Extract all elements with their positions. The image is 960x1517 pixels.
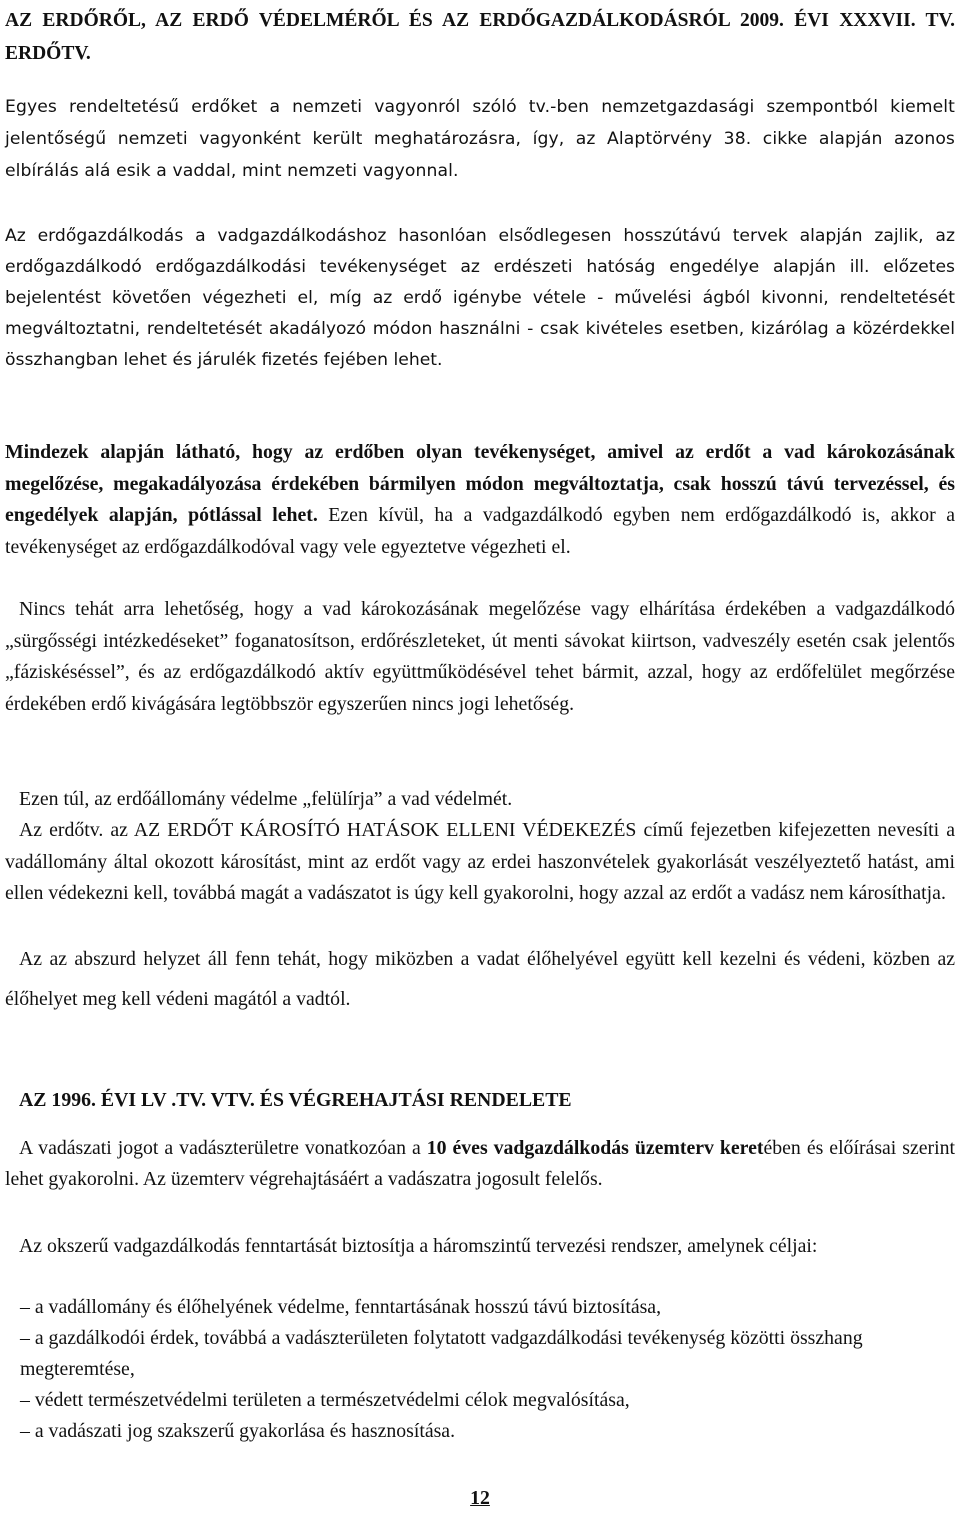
paragraph-6: Az erdőtv. az AZ ERDŐT KÁROSÍTÓ HATÁSOK ELLENI VÉDEKEZÉS című fejezetben kifejezetten nevesíti a vadállomány által okozott károsítást, mint az erdőt vagy az erdei haszonvételek gyakorlását veszélyeztető hatást, ami ellen védekezni kell, továbbá magát a vadászatot is úgy kell gyakorolni, hogy azzal az erdőt a vadász nem károsíthatja. xyxy=(5,819,955,904)
list-item: – a gazdálkodói érdek, továbbá a vadászterületen folytatott vadgazdálkodási tevékenység közötti összhang megteremtése, xyxy=(20,1327,863,1380)
paragraph-2: Az erdőgazdálkodás a vadgazdálkodáshoz hasonlóan elsődlegesen hosszútávú tervek alapján zajlik, az erdőgazdálkodó erdőgazdálkodási tevékenységet az erdészeti hatóság engedélye alapján ill. előzetes bejelentést követően végezheti el, míg az erdő igénybe vétele - művelési ágból kivonni, rendeltetését megváltoztatni, rendeltetését akadályozó módon használni - csak kivételes esetben, kizárólag a közérdekkel összhangban lehet és járulék fizetés fejében lehet. xyxy=(5,226,955,370)
paragraph-8-end: ében és előírásai szerint lehet gyakorolni. Az üzemterv végrehajtásáért a vadászatra jogosult felelős. xyxy=(5,1137,956,1190)
paragraph-3 xyxy=(5,437,955,563)
paragraph-4: Nincs tehát arra lehetőség, hogy a vad károkozásának megelőzése vagy elhárítása érdekében a vadgazdálkodó „sürgősségi intézkedéseket” foganatosítson, erdőrészleteket, út menti sávokat kiirtson, vadveszély esetén csak jelentős „fáziskéséssel”, és az erdőgazdálkodó aktív együttműködésével tehet bármit, azzal, hogy az erdőfelület megőrzése érdekében erdő kivágására legtöbbször egyszerűen nincs jogi lehetőség. xyxy=(5,598,955,715)
list-item: – a vadászati jog szakszerű gyakorlása és hasznosítása. xyxy=(20,1420,456,1442)
section-heading: AZ 1996. ÉVI LV .TV. VTV. ÉS VÉGREHAJTÁSI RENDELETE xyxy=(19,1089,572,1111)
list-item: – védett természetvédelmi területen a természetvédelmi célok megvalósítása, xyxy=(20,1389,630,1411)
goals-list xyxy=(5,1292,955,1447)
page-number: 12 xyxy=(470,1487,490,1509)
paragraph-1: Egyes rendeltetésű erdőket a nemzeti vagyonról szóló tv.-ben nemzetgazdasági szempontból kiemelt jelentőségű nemzeti vagyonként került meghatározásra, így, az Alaptörvény 38. cikke alapján azonos elbírálás alá esik a vaddal, mint nemzeti vagyonnal. xyxy=(5,97,955,181)
paragraph-5: Ezen túl, az erdőállomány védelme „felülírja” a vad védelmét. xyxy=(19,788,513,810)
paragraph-8 xyxy=(5,1133,955,1195)
paragraph-7: Az az abszurd helyzet áll fenn tehát, hogy miközben a vadat élőhelyével együtt kell kezelni és védeni, közben az élőhelyet meg kell védeni magától a vadtól. xyxy=(5,948,955,1010)
paragraph-3-bold: Mindezek alapján látható, hogy az erdőben olyan tevékenységet, amivel az erdőt a vad károkozásának megelőzése, megakadályozása érdekében bármilyen módon megváltoztatja, csak hosszú távú tervezéssel, és engedélyek alapján, pótlással lehet. xyxy=(5,441,955,526)
page-title: AZ ERDŐRŐL, AZ ERDŐ VÉDELMÉRŐL ÉS AZ ERDŐGAZDÁLKODÁSRÓL 2009. ÉVI XXXVII. TV. ERDŐTV. xyxy=(5,10,955,64)
list-item: – a vadállomány és élőhelyének védelme, fenntartásának hosszú távú biztosítása, xyxy=(20,1296,662,1318)
paragraph-9: Az okszerű vadgazdálkodás fenntartását biztosítja a háromszintű tervezési rendszer, amelynek céljai: xyxy=(19,1235,818,1257)
paragraph-3-rest: Ezen kívül, ha a vadgazdálkodó egyben nem erdőgazdálkodó is, akkor a tevékenységet az erdőgazdálkodóval vagy vele egyeztetve végezheti el. xyxy=(5,504,955,558)
paragraph-8-start: A vadászati jogot a vadászterületre vonatkozóan a xyxy=(19,1137,427,1159)
paragraph-8-bold: 10 éves vadgazdálkodás üzemterv keret xyxy=(426,1137,764,1159)
